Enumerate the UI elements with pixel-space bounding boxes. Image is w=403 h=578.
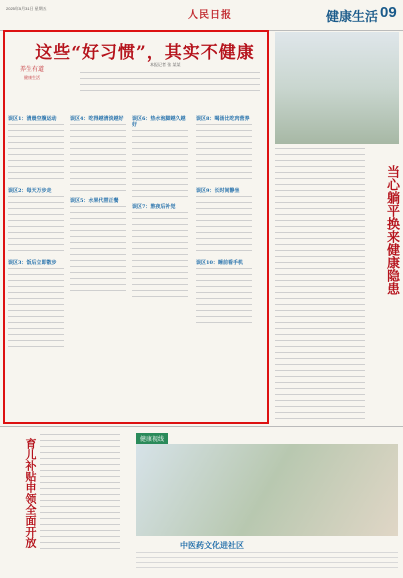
section-title: 误区3：饭后立即散步: [8, 260, 57, 266]
page-header: [0, 0, 403, 31]
bottom-photo: [136, 444, 398, 536]
article-byline: 本报记者 张 某某: [150, 62, 181, 67]
photo-notes: [136, 552, 398, 572]
section-title: 误区8：喝汤比吃肉营养: [196, 116, 250, 122]
section-title: 误区10：睡前看手机: [196, 260, 243, 266]
logo-text: 养生有道: [19, 66, 44, 73]
page-number: 09: [380, 4, 397, 21]
section-title: 误区6：热水泡脚越久越好: [132, 116, 186, 128]
article-column-2: [70, 112, 126, 417]
feature-photo: [275, 32, 399, 144]
issue-date: 2025年5月31日 星期五: [6, 6, 47, 11]
side-article-text: [275, 148, 365, 423]
article-column-1: [8, 112, 64, 417]
photo-section-label: 健康视线: [136, 433, 168, 444]
section-name: 健康生活: [326, 9, 379, 24]
section-title: 误区9：长时间静坐: [196, 188, 240, 194]
section-title: 误区1：清晨空腹运动: [8, 116, 57, 122]
paper-name: 人民日报: [188, 10, 232, 21]
article-intro: [80, 72, 260, 94]
bottom-left-text: [40, 434, 120, 554]
section-title: 误区2：每天万步走: [8, 188, 52, 194]
section-title: 误区7：熬夜后补觉: [132, 204, 176, 210]
section-title: 误区4：吃得越清淡越好: [70, 116, 124, 122]
article-column-4: [196, 112, 252, 417]
bottom-left-title: 育儿补贴申领全面开放: [24, 438, 37, 548]
column-logo: [12, 64, 52, 114]
article-column-3: [132, 112, 188, 417]
logo-sub: 健康生活: [24, 75, 40, 80]
photo-caption: 中医药文化进社区: [180, 540, 244, 550]
side-article-title: 当心躺平换来健康隐患: [384, 165, 399, 295]
section-title: 误区5：水果代替正餐: [70, 198, 119, 204]
article-headline: 这些“好习惯”，其实不健康: [35, 43, 255, 63]
